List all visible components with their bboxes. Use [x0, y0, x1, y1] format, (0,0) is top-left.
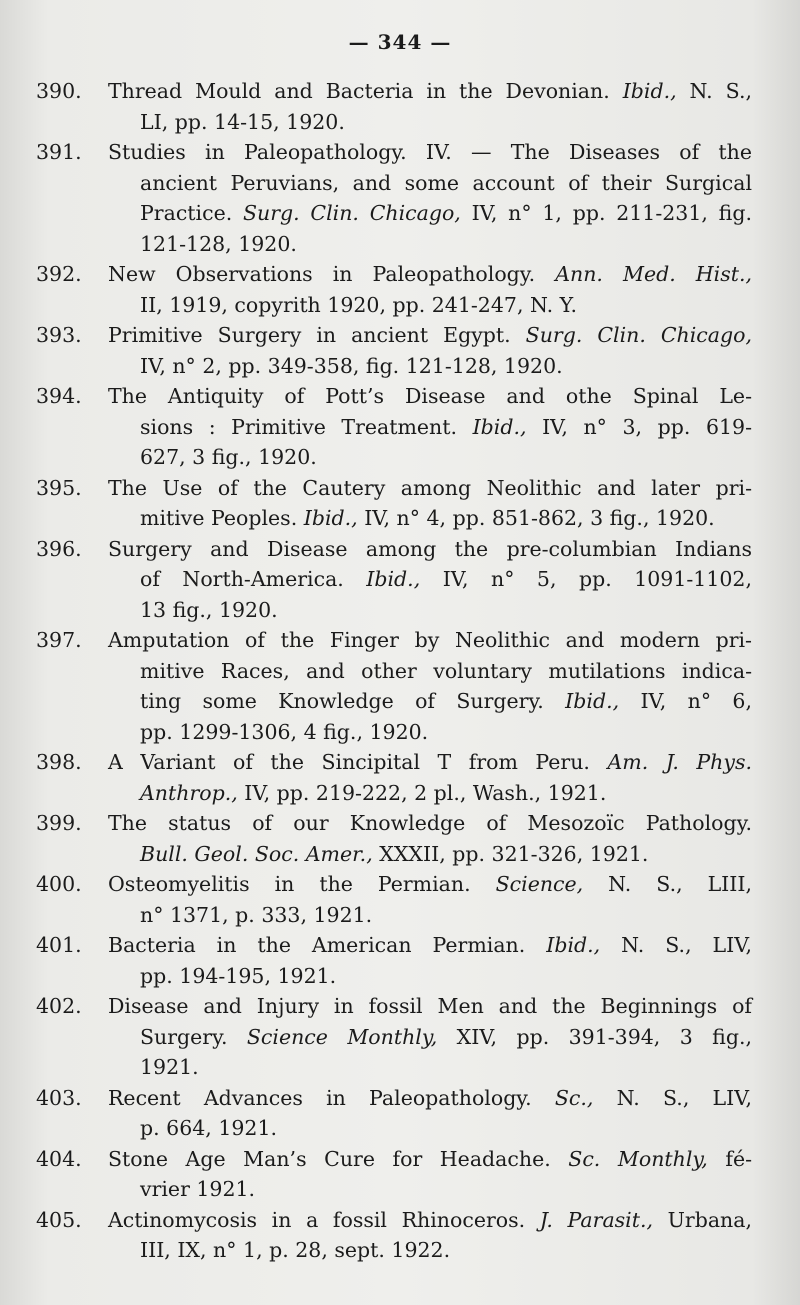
entry-number: 390.	[36, 79, 82, 103]
entry-line: of North-America. Ibid., IV, n° 5, pp. 1091-1102,	[140, 567, 752, 591]
bibliography-entry	[36, 930, 752, 991]
journal-title: Science Monthly,	[246, 1024, 438, 1049]
entry-text	[108, 320, 752, 381]
bibliography-entry	[36, 1083, 752, 1144]
entry-line: Stone Age Man’s Cure for Headache. Sc. Monthly, fé-	[108, 1146, 753, 1171]
entry-number: 403.	[36, 1085, 82, 1110]
entry-line: LI, pp. 14-15, 1920.	[140, 109, 345, 134]
entry-number: 405.	[36, 1207, 82, 1232]
bibliography-entry	[36, 991, 752, 1083]
journal-title: Am. J. Phys.	[607, 750, 752, 774]
entry-number: 396.	[36, 536, 82, 561]
bibliography-entry	[36, 137, 752, 259]
journal-title: Ibid.,	[546, 933, 601, 957]
entry-number: 392.	[36, 262, 82, 286]
journal-title: Anthrop.,	[140, 780, 238, 805]
entry-line: Anthrop., IV, pp. 219-222, 2 pl., Wash., 1921.	[140, 780, 607, 805]
entry-text	[108, 1083, 752, 1144]
entry-line: pp. 194-195, 1921.	[140, 963, 337, 988]
entry-line: III, IX, n° 1, p. 28, sept. 1922.	[140, 1238, 451, 1262]
entry-line: Actinomycosis in a fossil Rhinoceros. J. Parasit., Urbana,	[108, 1207, 752, 1232]
entry-line: IV, n° 2, pp. 349-358, fig. 121-128, 1920.	[140, 353, 563, 378]
entry-line: ting some Knowledge of Surgery. Ibid., IV, n° 6,	[140, 689, 752, 713]
bibliography-entry	[36, 320, 752, 381]
entry-number: 402.	[36, 994, 82, 1018]
entry-line: Studies in Paleopathology. IV. — The Diseases of the	[108, 140, 752, 164]
bibliography-entry	[36, 473, 752, 534]
entry-number: 401.	[36, 933, 82, 957]
journal-title: Surg. Clin. Chicago,	[525, 323, 752, 347]
entry-number: 391.	[36, 140, 82, 164]
entry-line: pp. 1299-1306, 4 fig., 1920.	[140, 719, 429, 744]
entry-number: 400.	[36, 872, 82, 896]
entry-line: Primitive Surgery in ancient Egypt. Surg. Clin. Chicago,	[108, 323, 752, 347]
journal-title: Sc.,	[554, 1085, 594, 1110]
entry-line: The Use of the Cautery among Neolithic and later pri-	[108, 475, 752, 500]
entry-line: Practice. Surg. Clin. Chicago, IV, n° 1, pp. 211-231, fig.	[140, 201, 752, 225]
bibliography-entry	[36, 534, 752, 626]
entry-line: vrier 1921.	[140, 1177, 256, 1201]
journal-title: J. Parasit.,	[539, 1207, 654, 1232]
entry-text	[108, 76, 752, 137]
page-number: — 344 —	[348, 30, 452, 54]
entry-number: 399.	[36, 811, 82, 835]
entry-line: Bacteria in the American Permian. Ibid., N. S., LIV,	[108, 933, 752, 957]
journal-title: Ibid.,	[303, 506, 358, 530]
entry-text	[108, 381, 752, 473]
bibliography-entry	[36, 1205, 752, 1266]
entry-line: mitive Races, and other voluntary mutilations indica-	[140, 658, 752, 683]
entry-text	[108, 137, 752, 259]
entry-line: Recent Advances in Paleopathology. Sc., N. S., LIV,	[108, 1085, 752, 1110]
entry-text	[108, 534, 752, 626]
bibliography-list	[36, 76, 752, 1266]
entry-line: The Antiquity of Pott’s Disease and othe Spinal Le-	[108, 384, 752, 408]
bibliography-entry	[36, 869, 752, 930]
entry-line: p. 664, 1921.	[140, 1116, 278, 1140]
bibliography-entry	[36, 808, 752, 869]
entry-text	[108, 991, 752, 1083]
journal-title: Bull. Geol. Soc. Amer.,	[140, 841, 373, 866]
entry-number: 404.	[36, 1146, 82, 1171]
entry-number: 394.	[36, 384, 82, 408]
entry-text	[108, 1205, 752, 1266]
journal-title: Ibid.,	[622, 79, 677, 103]
entry-text	[108, 625, 752, 747]
bibliography-entry	[36, 259, 752, 320]
entry-text	[108, 259, 752, 320]
bibliography-entry	[36, 747, 752, 808]
journal-title: Ibid.,	[472, 414, 527, 439]
entry-text	[108, 473, 752, 534]
entry-line: Amputation of the Finger by Neolithic and modern pri-	[108, 628, 752, 652]
entry-line: 13 fig., 1920.	[140, 597, 278, 622]
entry-number: 398.	[36, 750, 82, 774]
entry-text	[108, 930, 752, 991]
entry-line: 1921.	[140, 1055, 199, 1079]
entry-line: 627, 3 fig., 1920.	[140, 445, 317, 469]
entry-text	[108, 747, 752, 808]
entry-line: Disease and Injury in fossil Men and the Beginnings of	[108, 994, 752, 1018]
entry-line: Thread Mould and Bacteria in the Devonian. Ibid., N. S.,	[108, 79, 752, 103]
entry-line: Osteomyelitis in the Permian. Science, N. S., LIII,	[108, 872, 752, 896]
journal-title: Ann. Med. Hist.,	[555, 262, 753, 286]
journal-title: Surg. Clin. Chicago,	[242, 201, 461, 225]
journal-title: Science,	[495, 872, 584, 896]
bibliography-entry	[36, 625, 752, 747]
entry-line: II, 1919, copyrith 1920, pp. 241-247, N. Y.	[140, 292, 578, 317]
entry-number: 397.	[36, 628, 82, 652]
entry-line: Surgery and Disease among the pre-columbian Indians	[108, 536, 752, 561]
entry-text	[108, 808, 752, 869]
entry-line: 121-128, 1920.	[140, 231, 297, 256]
entry-line: Surgery. Science Monthly, XIV, pp. 391-394, 3 fig.,	[140, 1024, 752, 1049]
entry-line: A Variant of the Sincipital T from Peru. Am. J. Phys.	[108, 750, 752, 774]
journal-title: Ibid.,	[565, 689, 620, 713]
bibliography-entry	[36, 1144, 752, 1205]
bibliography-entry	[36, 381, 752, 473]
entry-line: The status of our Knowledge of Mesozoïc Pathology.	[108, 811, 752, 835]
journal-title: Sc. Monthly,	[568, 1146, 708, 1171]
journal-title: Ibid.,	[366, 567, 421, 591]
entry-line: n° 1371, p. 333, 1921.	[140, 902, 373, 927]
entry-text	[108, 869, 752, 930]
entry-line: New Observations in Paleopathology. Ann. Med. Hist.,	[108, 262, 753, 286]
entry-line: sions : Primitive Treatment. Ibid., IV, n° 3, pp. 619-	[140, 414, 752, 439]
entry-line: mitive Peoples. Ibid., IV, n° 4, pp. 851-862, 3 fig., 1920.	[140, 506, 715, 530]
entry-line: ancient Peruvians, and some account of their Surgical	[140, 170, 752, 195]
entry-number: 393.	[36, 323, 82, 347]
entry-number: 395.	[36, 475, 82, 500]
entry-text	[108, 1144, 752, 1205]
entry-line: Bull. Geol. Soc. Amer., XXXII, pp. 321-326, 1921.	[140, 841, 649, 866]
bibliography-entry	[36, 76, 752, 137]
